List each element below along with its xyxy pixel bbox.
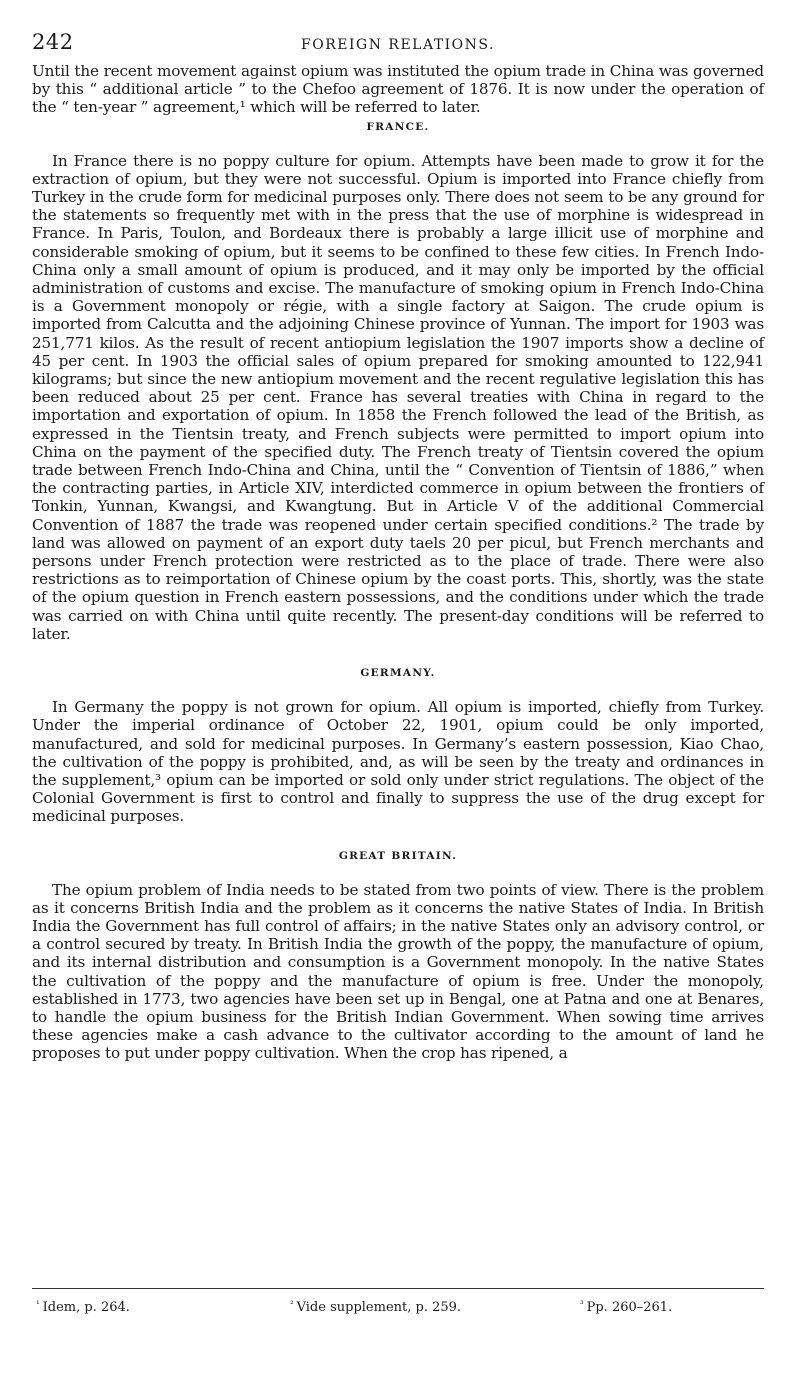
footnote-divider xyxy=(32,1288,764,1289)
heading-germany: GERMANY. xyxy=(360,667,436,680)
paragraph-france: In France there is no poppy culture for opium. Attempts have been made to grow it for the extraction of opium, but they were not successful. Opium is imported into France chiefly from Turkey in the crude form for medicinal purposes only. There does not seem to be any ground for the statements so frequently met with in the press that the use of morphine is widespread in France. In Paris, Toulon, and Bordeaux there is probably a large illicit use of morphine and considerable smoking of opium, but it seems to be confined to these few cities. In French Indo-China only a small amount of opium is produced, and it may only be imported by the official administration of customs and excise. The manufacture of smoking opium in French Indo-China is a Government monopoly or régie, with a single factory at Saigon. The crude opium is imported from Calcutta and the adjoining Chinese province of Yunnan. The import for 1903 was 251,771 kilos. As the result of recent antiopium legislation the 1907 imports show a decline of 45 per cent. In 1903 the official sales of opium prepared for smoking amounted to 122,941 kilograms; but since the new antiopium movement and the recent regulative legislation this has been reduced about 25 per cent. France has several treaties with China in regard to the importation and exportation of opium. In 1858 the French followed the lead of the British, as expressed in the Tientsin treaty, and French subjects were permitted to import opium into China on the payment of the specified duty. The French treaty of Tientsin covered the opium trade between French Indo-China and China, until the “ Convention of Tientsin of 1886,” when the contracting parties, in Article XIV, interdicted commerce in opium between the frontiers of Tonkin, Yunnan, Kwangsi, and Kwangtung. But in Article V of the additional Commercial Convention of 1887 the trade was reopened under certain specified conditions.² The trade by land was allowed on payment of an export duty taels 20 per picul, but French merchants and persons under French protection were restricted as to the place of trade. There were also restrictions as to reimportation of Chinese opium by the coast ports. This, shortly, was the state of the opium question in French eastern possessions, and the conditions under which the trade was carried on with China until quite recently. The present-day conditions will be referred to later. xyxy=(32,151,764,643)
heading-france: FRANCE. xyxy=(366,120,430,133)
paragraph-great-britain: The opium problem of India needs to be stated from two points of view. There is the problem as it concerns British India and the problem as it concerns the native States of India. In British India the Government has full control of affairs; in the native States only an advisory control, or a control secured by treaty. In British India the growth of the poppy, the manufacture of opium, and its internal distribution and consumption is a Government monopoly. In the native States the cultivation of the poppy and the manufacture of opium is free. Under the monopoly, established in 1773, two agencies have been set up in Bengal, one at Patna and one at Benares, to handle the opium business for the British Indian Government. When sowing time arrives these agencies make a cash advance to the cultivator according to the amount of land he proposes to put under poppy cultivation. When the crop has ripened, a xyxy=(32,880,764,1063)
footnote-1: $^{^1}$ Idem, p. 264. xyxy=(36,1300,130,1315)
heading-great-britain: GREAT BRITAIN. xyxy=(338,849,458,862)
footnote-2: $^{^2}$ Vide supplement, p. 259. xyxy=(290,1300,462,1315)
opening-paragraph: Until the recent movement against opium was instituted the opium trade in China was governed by this “ additional article ” to the Chefoo agreement of 1876. It is now under the operation of the “ ten-year ” agreement,¹ which will be referred to later. xyxy=(32,62,764,117)
running-head xyxy=(32,26,764,54)
paragraph-germany: In Germany the poppy is not grown for opium. All opium is imported, chiefly from Turkey. Under the imperial ordinance of October 22, 1901, opium could be only imported, manufactured, and sold for medicinal purposes. In Germany’s eastern possession, Kiao Chao, the cultivation of the poppy is prohibited, and, as will be seen by the treaty and ordinances in the supplement,³ opium can be imported or sold only under strict regulations. The object of the Colonial Government is first to control and finally to suppress the use of the drug except for medicinal purposes. xyxy=(32,698,764,826)
page-number: 242 xyxy=(32,30,74,54)
running-title: FOREIGN RELATIONS. xyxy=(301,37,495,53)
footnote-3: $^{^3}$ Pp. 260–261. xyxy=(580,1300,673,1315)
page xyxy=(32,26,764,1063)
